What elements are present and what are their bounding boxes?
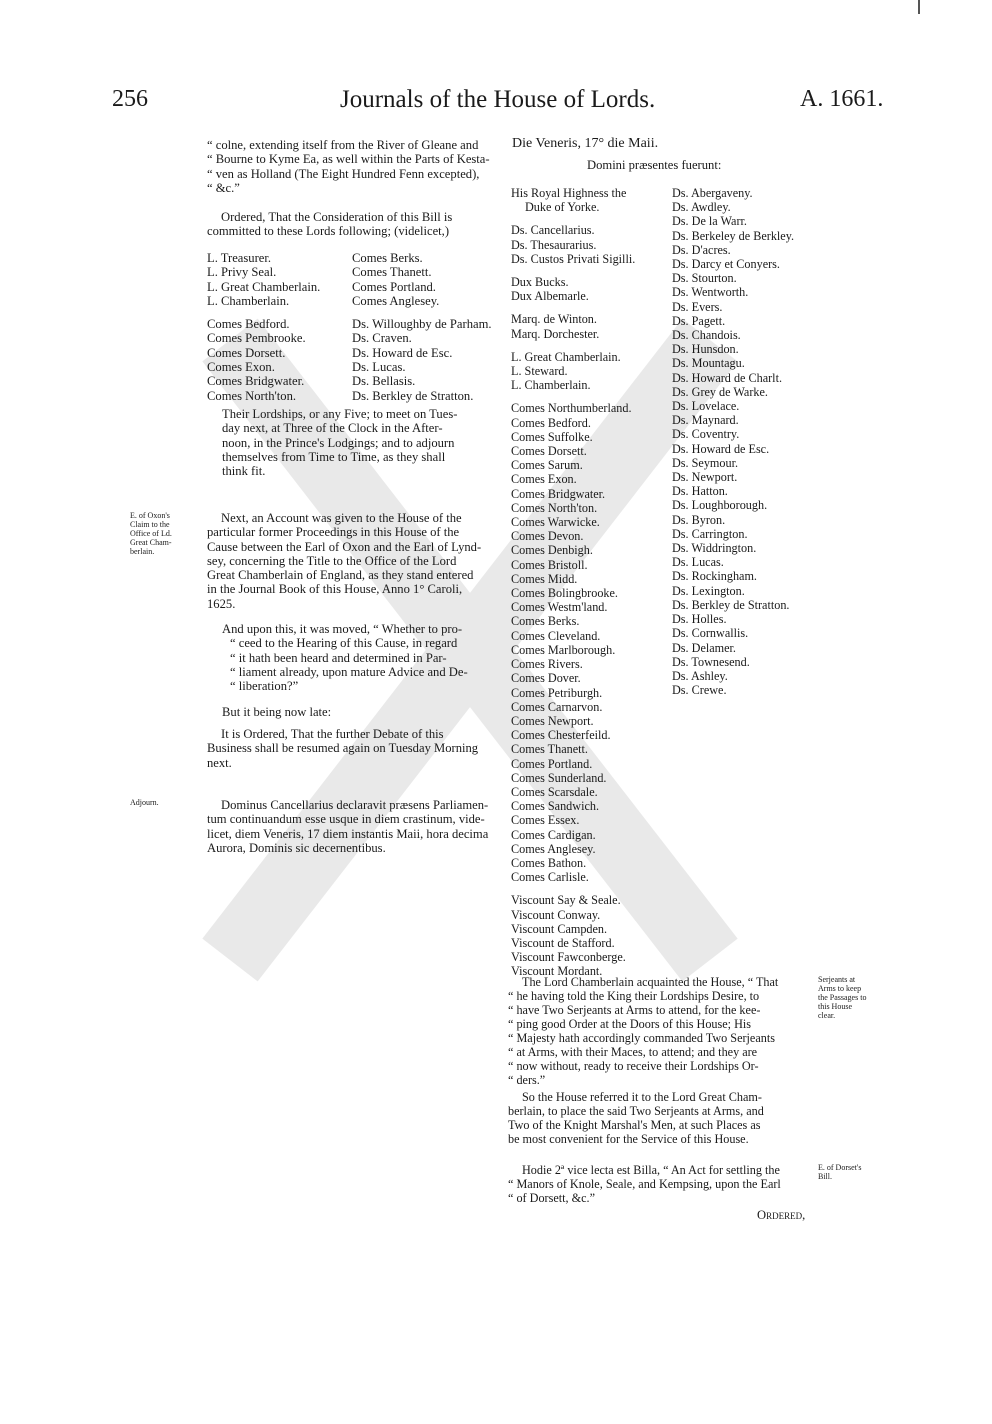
committee-member: Comes Bedford. [207,317,290,332]
lord-name: Dux Albemarle. [511,289,589,304]
late-line [222,705,331,719]
lord-name: Comes Bolingbrooke. [511,586,618,601]
lord-name: Comes Exon. [511,472,577,487]
text-line: think fit. [222,464,266,479]
note-line: E. of Oxon's [130,511,170,520]
lord-name: Comes North'ton. [511,500,598,515]
committee-member: L. Chamberlain. [207,293,290,308]
margin-note-dorset-bill [818,1163,898,1181]
lord-name: Comes Denbigh. [511,543,593,558]
margin-note-oxon-claim [130,511,200,556]
committee-list-left [207,251,357,403]
lord-name: Comes Dorsett. [511,444,587,459]
lord-name: Comes Dover. [511,671,581,686]
text-line: Their Lordships, or any Five; to meet on Tues- [222,407,458,421]
lord-name: Comes Midd. [511,571,578,586]
text-line: Die Veneris, 17° die Maii. [512,136,659,151]
committee-member: Ds. Lucas. [352,360,406,375]
lord-name: Ds. Newport. [672,470,738,485]
text-line: “ at Arms, with their Maces, to attend; and they are [508,1045,758,1059]
text-line: sey, concerning the Title to the Office of the Lord [207,553,457,568]
lord-name: Ds. Custos Privati Sigilli. [511,251,636,266]
lord-name: Ds. Hatton. [672,484,728,499]
text-line: “ liament already, upon mature Advice and De- [230,664,468,679]
text-line: “ ders.” [508,1073,546,1087]
committee-member: Comes Thanett. [352,265,432,280]
lord-name: Ds. Thesaurarius. [511,237,597,252]
lord-name: Ds. Ashley. [672,668,728,683]
note-line: Great Cham- [130,538,172,547]
committee-member: Ds. Bellasis. [352,374,416,389]
text-line: Ordered, That the Consideration of this Bill is [221,210,453,224]
lord-name: Comes Rivers. [511,657,583,672]
text-line: Hodie 2ª vice lecta est Billa, “ An Act for settling the [522,1163,780,1177]
note-line: Arms to keep [818,984,862,993]
lord-name: Ds. Abergaveny. [672,186,753,200]
committee-member: Comes Exon. [207,360,275,375]
running-title: Journals of the House of Lords. [340,86,656,113]
text-line: berlain, to place the said Two Serjeants at Arms, and [508,1104,764,1118]
lord-name: Ds. Howard de Charlt. [672,370,783,385]
committee-member: Comes Bridgwater. [207,374,305,389]
lord-name: Ds. Cancellarius. [511,223,595,238]
committee-member: Comes Portland. [352,279,436,294]
text-line: 1625. [207,596,236,611]
lord-name: Ds. Berkley de Stratton. [672,597,790,612]
committee-member: Comes Berks. [352,251,423,265]
committee-member: Ds. Craven. [352,331,412,346]
lord-name: Ds. Carrington. [672,526,748,541]
oxon-account-paragraph [207,511,502,611]
adjourn-paragraph [207,798,502,855]
date-heading [512,137,658,151]
margin-note-adjourn [130,798,159,807]
text-line: next. [207,755,232,770]
lord-name: Marq. de Winton. [511,312,597,327]
text-line: themselves from Time to Time, as they shall [222,449,446,464]
text-line: “ Majesty hath accordingly commanded Two Serjeants [508,1031,775,1045]
text-line: Aurora, Dominis sic decernentibus. [207,840,386,855]
text-line: “ ven as Holland (The Eight Hundred Fenn excepted), [207,166,480,181]
committee-member: Ds. Berkley de Stratton. [352,388,474,403]
text-line: tum continuandum esse usque in diem crastinum, vide- [207,812,485,827]
referred-paragraph [508,1090,818,1146]
note-line: Bill. [818,1172,833,1181]
margin-note-serjeants [818,975,898,1020]
lord-name: Comes Marlborough. [511,642,616,657]
lord-name: Comes Northumberland. [511,401,632,416]
lord-name: Comes Sandwich. [511,799,600,814]
further-debate-paragraph [207,727,502,770]
lords-present-list-2 [672,186,842,697]
text-line: Great Chamberlain of England, as they stand entered [207,568,474,583]
lord-name: Viscount Fawconberge. [511,950,626,965]
note-line: Serjeants at [818,975,856,984]
lord-name: Viscount Conway. [511,907,601,922]
lordships-meet-paragraph [222,407,502,478]
text-line: “ ping good Order at the Doors of this House; His [508,1017,752,1031]
lord-name: Comes Thanett. [511,742,588,757]
lord-name: L. Steward. [511,364,568,379]
lord-name: Ds. Townesend. [672,654,750,669]
committee-member: Comes Pembrooke. [207,331,306,346]
text-line: Two of the Knight Marshal's Men, at such Places as [508,1118,761,1132]
lord-name: L. Great Chamberlain. [511,349,621,364]
note-line: clear. [818,1011,836,1020]
text-line: committed to these Lords following; (videlicet,) [207,224,450,239]
note-line: E. of Dorset's [818,1163,862,1172]
lord-name: Ds. Grey de Warke. [672,384,768,399]
text-line: Next, an Account was given to the House of the [221,511,462,525]
lord-name: Comes Bridgwater. [511,486,606,501]
text-line: “ Manors of Knole, Seale, and Kempsing, upon the Earl [508,1177,781,1191]
text-line: “ liberation?” [230,679,299,694]
text-line: “ &c.” [207,180,240,195]
committee-list-right [352,251,502,403]
lord-name: Ds. Berkeley de Berkley. [672,228,795,243]
lord-name: Comes Warwicke. [511,515,600,530]
lord-name: Comes Berks. [511,614,580,629]
committee-member: Comes Anglesey. [352,293,440,308]
lord-name: Ds. Holles. [672,612,727,627]
text-line: But it being now late: [222,705,332,719]
note-line: Adjourn. [130,798,159,807]
lord-name: Ds. Rockingham. [672,569,757,584]
lord-name: Ds. Crewe. [672,683,727,698]
text-line: “ he having told the King their Lordships Desire, to [508,989,760,1003]
serjeants-paragraph [508,975,818,1087]
committee-member: L. Treasurer. [207,251,272,265]
note-line: Claim to the [130,520,170,529]
lord-name: His Royal Highness the [511,186,627,200]
lord-name: Ds. Byron. [672,512,726,527]
lord-name: Viscount Mordant. [511,964,603,979]
hodie-paragraph [508,1163,818,1205]
lord-name: Comes Bathon. [511,855,587,870]
text-line: “ have Two Serjeants at Arms to attend, for the kee- [508,1003,761,1017]
page-number: 256 [112,86,148,112]
note-line: berlain. [130,547,155,556]
lord-name: Ds. Mountagu. [672,356,745,371]
text-line: “ it hath been heard and determined in Par- [230,650,447,665]
lord-name: Comes Anglesey. [511,841,596,856]
note-line: Office of Ld. [130,529,172,538]
lord-name: Ds. Howard de Esc. [672,441,770,456]
committee-member: Ds. Howard de Esc. [352,345,453,360]
lords-present-list-1 [511,186,671,979]
catchword: Ordered, [757,1208,806,1222]
note-line: this House [818,1002,852,1011]
lord-name: Comes Carlisle. [511,870,589,885]
committee-member: Ds. Willoughby de Parham. [352,317,492,332]
lord-name: Comes Suffolke. [511,429,593,444]
committee-member: Comes Dorsett. [207,345,286,360]
lord-name: Ds. Coventry. [672,427,740,442]
page-year: A. 1661. [800,86,884,112]
lord-name: Viscount de Stafford. [511,935,615,950]
lord-name: Ds. Lovelace. [672,399,740,414]
lord-name: Ds. Chandois. [672,328,741,343]
lord-name: Ds. De la Warr. [672,214,747,229]
moved-paragraph [222,622,502,693]
lord-name: Marq. Dorchester. [511,326,600,341]
text-line: Business shall be resumed again on Tuesday Morning [207,741,479,756]
lord-name: Ds. Lexington. [672,583,745,598]
present-heading [587,158,721,172]
lord-name: Ds. Maynard. [672,413,739,428]
lord-name: Ds. Awdley. [672,200,731,215]
lord-name: L. Chamberlain. [511,378,591,393]
lord-name: Comes Devon. [511,529,584,544]
bill-tail-paragraph [207,138,497,195]
text-line: be most convenient for the Service of this House. [508,1132,749,1146]
text-line: noon, in the Prince's Lodgings; and to adjourn [222,435,455,450]
lord-name: Comes Bedford. [511,415,591,430]
lord-name: Ds. Darcy et Conyers. [672,257,780,272]
lord-name: Ds. Evers. [672,299,723,314]
lord-name: Viscount Campden. [511,921,608,936]
text-line: Dominus Cancellarius declaravit præsens Parliamen- [221,798,489,812]
lord-name: Ds. Lucas. [672,555,724,570]
lord-name: Comes Cardigan. [511,827,596,842]
lord-name: Ds. D'acres. [672,242,731,257]
lord-name: Ds. Widdrington. [672,541,757,556]
text-line: And upon this, it was moved, “ Whether to pro- [222,622,463,636]
lord-name: Comes Scarsdale. [511,784,598,799]
lord-name: Ds. Wentworth. [672,285,749,300]
lord-name: Comes Essex. [511,813,580,828]
text-line: particular former Proceedings in this House of the [207,525,460,540]
lord-name: Comes Sunderland. [511,770,607,785]
lord-name: Comes Portland. [511,756,593,771]
lord-name: Comes Bristoll. [511,557,588,572]
lord-name: Ds. Stourton. [672,271,737,286]
text-line: The Lord Chamberlain acquainted the House, “ That [522,975,779,989]
text-line: “ Bourne to Kyme Ea, as well within the Parts of Kesta- [207,152,490,167]
lord-name: Ds. Pagett. [672,313,726,328]
lord-name: Viscount Say & Seale. [511,893,621,908]
text-line: “ ceed to the Hearing of this Cause, in regard [230,636,458,651]
lord-name: Dux Bucks. [511,275,569,290]
committee-member: L. Great Chamberlain. [207,279,321,294]
text-line: “ now without, ready to receive their Lordships Or- [508,1059,759,1073]
lord-name: Comes Cleveland. [511,628,601,643]
text-line: day next, at Three of the Clock in the After- [222,421,443,436]
committee-member: L. Privy Seal. [207,265,277,280]
lord-name: Comes Westm'land. [511,600,608,615]
lord-name: Comes Petriburgh. [511,685,603,700]
lord-name: Ds. Seymour. [672,455,739,470]
lord-name: Ds. Loughborough. [672,498,768,513]
lord-name: Ds. Hunsdon. [672,342,739,357]
text-line: It is Ordered, That the further Debate of this [221,727,444,741]
lord-name: Comes Sarum. [511,458,583,473]
lord-name: Comes Chesterfeild. [511,728,611,743]
lord-name: Comes Carnarvon. [511,699,603,714]
lord-name: Ds. Cornwallis. [672,626,749,641]
lord-name: Comes Newport. [511,713,594,728]
text-line: “ of Dorsett, &c.” [508,1191,595,1205]
text-line: “ colne, extending itself from the River of Gleane and [207,138,479,152]
text-line: Domini præsentes fuerunt: [587,158,722,172]
lord-name: Duke of Yorke. [525,200,600,215]
text-line: Cause between the Earl of Oxon and the Earl of Lynd- [207,539,482,554]
committee-member: Comes North'ton. [207,388,297,403]
page-edge-mark [918,0,920,14]
lord-name: Ds. Delamer. [672,640,736,655]
ordered-committed-paragraph [207,210,497,239]
note-line: the Passages to [818,993,867,1002]
text-line: So the House referred it to the Lord Great Cham- [522,1090,762,1104]
text-line: in the Journal Book of this House, Anno 1° Caroli, [207,582,463,597]
text-line: licet, diem Veneris, 17 diem instantis Maii, hora decima [207,826,489,841]
